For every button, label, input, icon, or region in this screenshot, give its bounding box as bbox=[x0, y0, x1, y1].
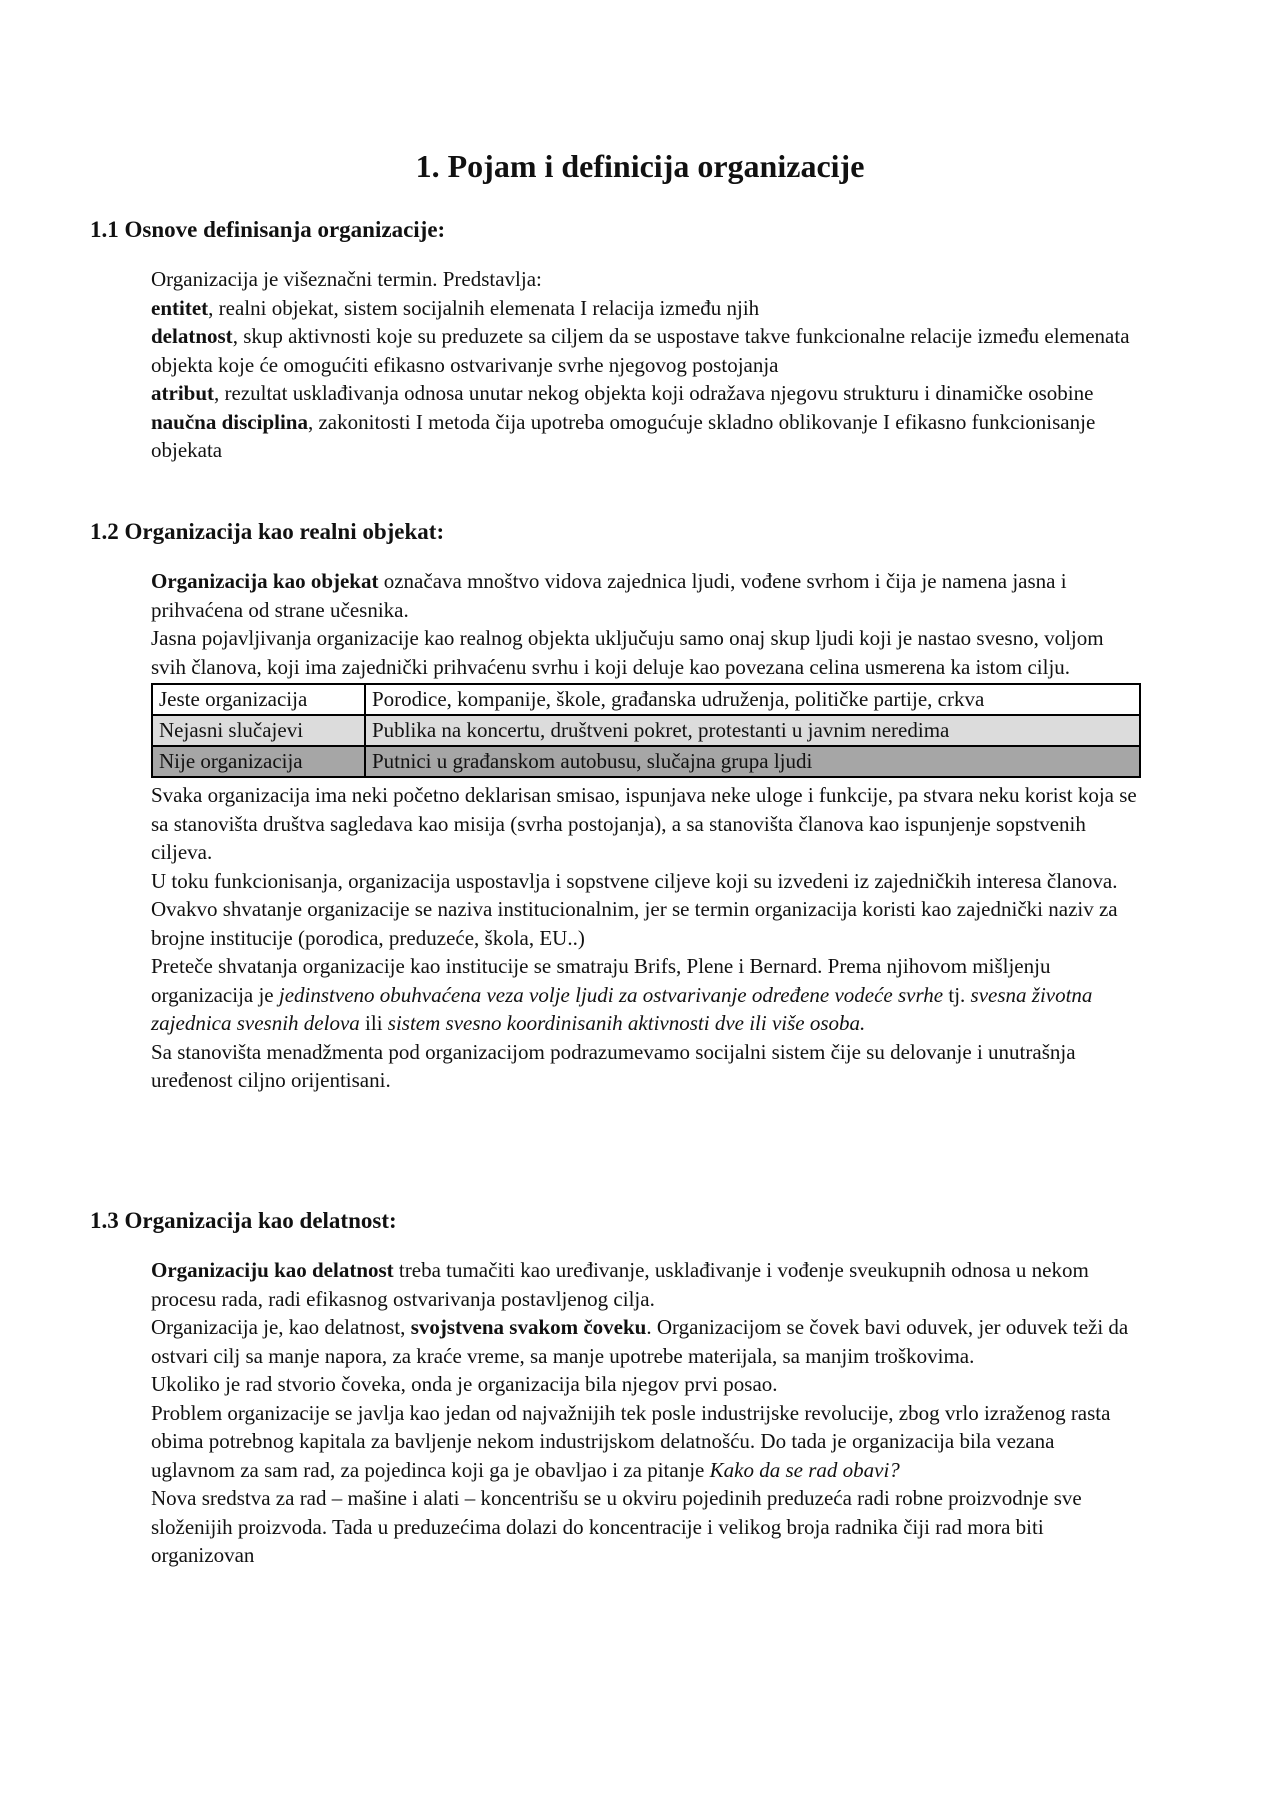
italic-quote: sistem svesno koordinisanih aktivnosti dve ili više osoba. bbox=[387, 1011, 866, 1035]
section-body-1-1 bbox=[151, 265, 1141, 465]
definition-entitet bbox=[151, 294, 1141, 323]
paragraph: Organizaciju kao delatnost treba tumačiti kao uređivanje, usklađivanje i vođenje sveukupnih odnosa u nekom procesu rada, radi efikasnog ostvarivanja postavljenog cilja. bbox=[151, 1258, 1089, 1311]
term: svojstvena svakom čoveku bbox=[410, 1315, 647, 1339]
classification-table bbox=[151, 683, 1141, 778]
paragraph: Organizacija kao objekat označava mnoštvo vidova zajednica ljudi, vođene svrhom i čija je namena jasna i prihvaćena od strane učesnika. bbox=[151, 569, 1067, 622]
section-body-1-3 bbox=[151, 1256, 1141, 1570]
definition-atribut bbox=[151, 379, 1141, 408]
definition-text: , rezultat usklađivanja odnosa unutar nekog objekta koji odražava njegovu strukturu i dinamičke osobine bbox=[214, 381, 1094, 405]
page-title: 1. Pojam i definicija organizacije bbox=[415, 148, 865, 184]
paragraph: Jasna pojavljivanja organizacije kao realnog objekta uključuju samo onaj skup ljudi koji je nastao svesno, voljom svih članova, koji ima zajednički prihvaćenu svrhu i koji deluje kao povezana celina usmerena ka istom cilju. bbox=[151, 626, 1104, 679]
table-cell-label: Nije organizacija bbox=[152, 746, 365, 777]
section-heading-1-3: 1.3 Organizacija kao delatnost: bbox=[90, 1208, 397, 1233]
table-cell-label: Jeste organizacija bbox=[152, 684, 365, 715]
term: Organizaciju kao delatnost bbox=[151, 1258, 394, 1282]
definition-naucna-disciplina bbox=[151, 408, 1141, 465]
italic-quote: Kako da se rad obavi? bbox=[709, 1457, 900, 1482]
paragraph: Sa stanovišta menadžmenta pod organizacijom podrazumevamo socijalni sistem čije su delovanje i unutrašnja uređenost ciljno orijentisani. bbox=[151, 1039, 1076, 1092]
paragraph: Problem organizacije se javlja kao jedan od najvažnijih tek posle industrijske revolucije, zbog vrlo izraženog rasta obima potrebnog kapitala za bavljenje nekom industrijskom delatnošću. Do tada je organizacija bila vezana uglavnom za sam rad, za pojedinca koji ga je obavljao i za pitanje Kako da se rad obavi? bbox=[151, 1400, 1111, 1482]
table-cell-label: Nejasni slučajevi bbox=[152, 715, 365, 746]
definition-text: , realni objekat, sistem socijalnih elemenata I relacija između njih bbox=[208, 295, 760, 320]
paragraph: Preteče shvatanja organizacije kao institucije se smatraju Brifs, Plene i Bernard. Prema njihovom mišljenju organizacija je jedinstveno obuhvaćena veza volje ljudi za ostvarivanje određene vodeće svrhe tj. svesna životna zajednica svesnih delova ili sistem svesno koordinisanih aktivnosti dve ili više osoba. bbox=[151, 954, 1093, 1035]
definition-delatnost bbox=[151, 322, 1141, 379]
term: entitet bbox=[151, 295, 209, 320]
table-row bbox=[152, 746, 1140, 777]
table-cell-examples: Porodice, kompanije, škole, građanska udruženja, političke partije, crkva bbox=[365, 684, 1140, 715]
table-row bbox=[152, 684, 1140, 715]
section-body-1-2 bbox=[151, 567, 1141, 1095]
paragraph: Organizacija je višeznačni termin. Predstavlja: bbox=[151, 267, 542, 291]
paragraph: Ukoliko je rad stvorio čoveka, onda je organizacija bila njegov prvi posao. bbox=[151, 1372, 778, 1396]
term: delatnost bbox=[151, 324, 233, 348]
paragraph: Organizacija je, kao delatnost, svojstvena svakom čoveku. Organizacijom se čovek bavi oduvek, jer oduvek teži da ostvari cilj sa manje napora, za kraće vreme, sa manje upotrebe materijala, sa manjim troškovima. bbox=[151, 1315, 1129, 1368]
term: Organizacija kao objekat bbox=[151, 569, 379, 593]
paragraph: U toku funkcionisanja, organizacija uspostavlja i sopstvene ciljeve koji su izvedeni iz zajedničkih interesa članova. bbox=[151, 868, 1118, 893]
definition-text: , zakonitosti I metoda čija upotreba omogućuje skladno oblikovanje I efikasno funkcionisanje objekata bbox=[151, 409, 1096, 462]
table-cell-examples: Putnici u građanskom autobusu, slučajna grupa ljudi bbox=[365, 746, 1140, 777]
paragraph: Ovakvo shvatanje organizacije se naziva institucionalnim, jer se termin organizacija koristi kao zajednički naziv za brojne institucije (porodica, preduzeće, škola, EU..) bbox=[151, 897, 1118, 950]
table-row bbox=[152, 715, 1140, 746]
paragraph: Svaka organizacija ima neki početno deklarisan smisao, ispunjava neke uloge i funkcije, pa stvara neku korist koja se sa stanovišta društva sagledava kao misija (svrha postojanja), a sa stanovišta članova kao ispunjenje sopstvenih ciljeva. bbox=[151, 783, 1137, 864]
section-heading-1-1: 1.1 Osnove definisanja organizacije: bbox=[90, 217, 446, 242]
term: naučna disciplina bbox=[151, 409, 308, 434]
italic-quote: svesna životna zajednica svesnih delova bbox=[151, 982, 1093, 1035]
section-heading-1-2: 1.2 Organizacija kao realni objekat: bbox=[90, 519, 445, 544]
paragraph: Nova sredstva za rad – mašine i alati – koncentrišu se u okviru pojedinih preduzeća radi robne proizvodnje sve složenijih proizvoda. Tada u preduzećima dolazi do koncentracije i velikog broja radnika čiji rad mora biti organizovan bbox=[151, 1486, 1082, 1567]
definition-text: , skup aktivnosti koje su preduzete sa ciljem da se uspostave takve funkcionalne relacije između elemenata objekta koje će omogućiti efikasno ostvarivanje svrhe njegovog postojanja bbox=[151, 324, 1130, 377]
italic-quote: jedinstveno obuhvaćena veza volje ljudi za ostvarivanje određene vodeće svrhe bbox=[278, 982, 944, 1007]
table-cell-examples: Publika na koncertu, društveni pokret, protestanti u javnim neredima bbox=[365, 715, 1140, 746]
term: atribut bbox=[151, 381, 214, 405]
